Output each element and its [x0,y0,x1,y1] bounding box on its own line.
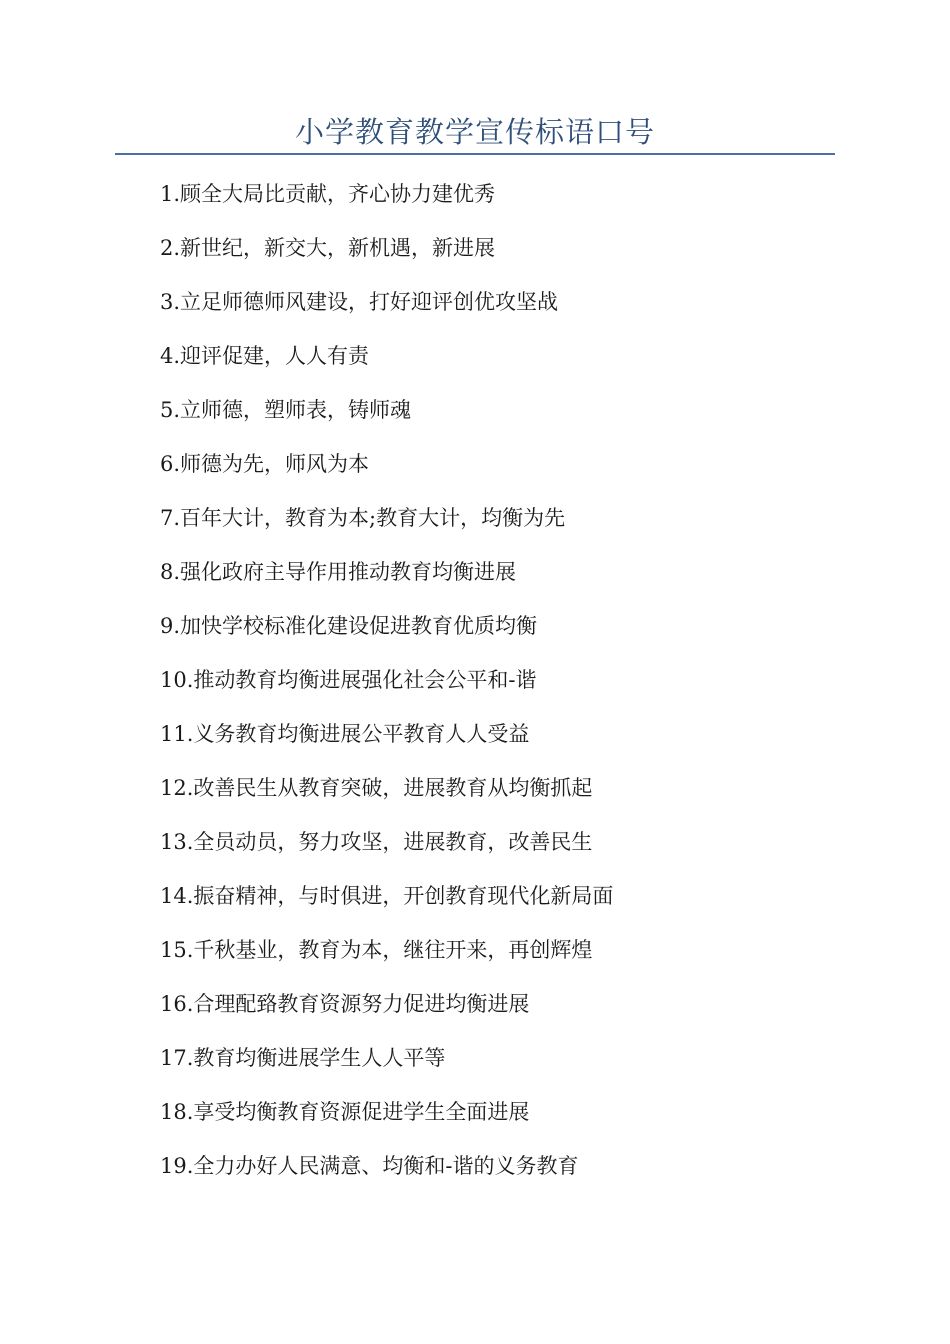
slogan-item: 4.迎评促建，人人有责 [160,344,370,368]
slogan-item: 15.千秋基业，教育为本，继往开来，再创辉煌 [160,938,593,962]
slogan-item: 2.新世纪，新交大，新机遇，新进展 [160,236,496,260]
slogan-item: 16.合理配臵教育资源努力促进均衡进展 [160,992,530,1016]
document-title: 小学教育教学宣传标语口号 [294,115,655,149]
slogan-item: 14.振奋精神，与时俱进，开创教育现代化新局面 [160,884,614,908]
slogan-item: 11.义务教育均衡进展公平教育人人受益 [160,722,530,746]
slogan-item: 18.享受均衡教育资源促进学生全面进展 [160,1100,530,1124]
slogan-item: 3.立足师德师风建设，打好迎评创优攻坚战 [160,290,559,314]
slogan-item: 10.推动教育均衡进展强化社会公平和-谐 [160,668,537,692]
slogan-item: 9.加快学校标准化建设促进教育优质均衡 [160,614,538,638]
slogan-item: 13.全员动员，努力攻坚，进展教育，改善民生 [160,830,593,854]
slogan-item: 5.立师德，塑师表，铸师魂 [160,398,412,422]
slogan-list [160,176,820,1202]
slogan-item: 8.强化政府主导作用推动教育均衡进展 [160,560,517,584]
slogan-item: 6.师德为先，师风为本 [160,452,370,476]
slogan-item: 7.百年大计，教育为本;教育大计，均衡为先 [160,506,566,530]
slogan-item: 12.改善民生从教育突破，进展教育从均衡抓起 [160,776,593,800]
slogan-item: 17.教育均衡进展学生人人平等 [160,1046,446,1070]
title-underline [115,153,835,155]
slogan-item: 1.顾全大局比贡献，齐心协力建优秀 [160,182,496,206]
slogan-item: 19.全力办好人民满意、均衡和-谐的义务教育 [160,1154,579,1178]
